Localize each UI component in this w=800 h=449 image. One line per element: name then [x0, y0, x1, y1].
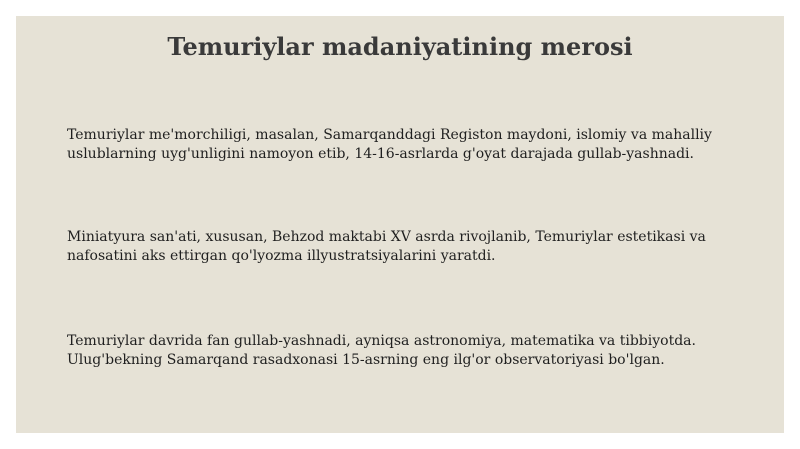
paragraph-science: Temuriylar davrida fan gullab-yashnadi, ayniqsa astronomiya, matematika va tibbiyotda. Ulug'bekning Samarqand rasadxonasi 15-asrning eng ilg'or observatoriyasi bo'lgan.: [67, 333, 696, 368]
paragraph-miniature-art: Miniatyura san'ati, xususan, Behzod maktabi XV asrda rivojlanib, Temuriylar estetikasi va nafosatini aks ettirgan qo'lyozma illyustratsiyalarini yaratdi.: [67, 229, 706, 264]
paragraph-architecture: Temuriylar me'morchiligi, masalan, Samarqanddagi Registon maydoni, islomiy va mahalliy uslublarning uyg'unligini namoyon etib, 14-16-asrlarda g'oyat darajada gullab-yashnadi.: [67, 127, 712, 162]
slide-title: Temuriylar madaniyatining merosi: [167, 32, 633, 61]
slide: [16, 16, 784, 433]
